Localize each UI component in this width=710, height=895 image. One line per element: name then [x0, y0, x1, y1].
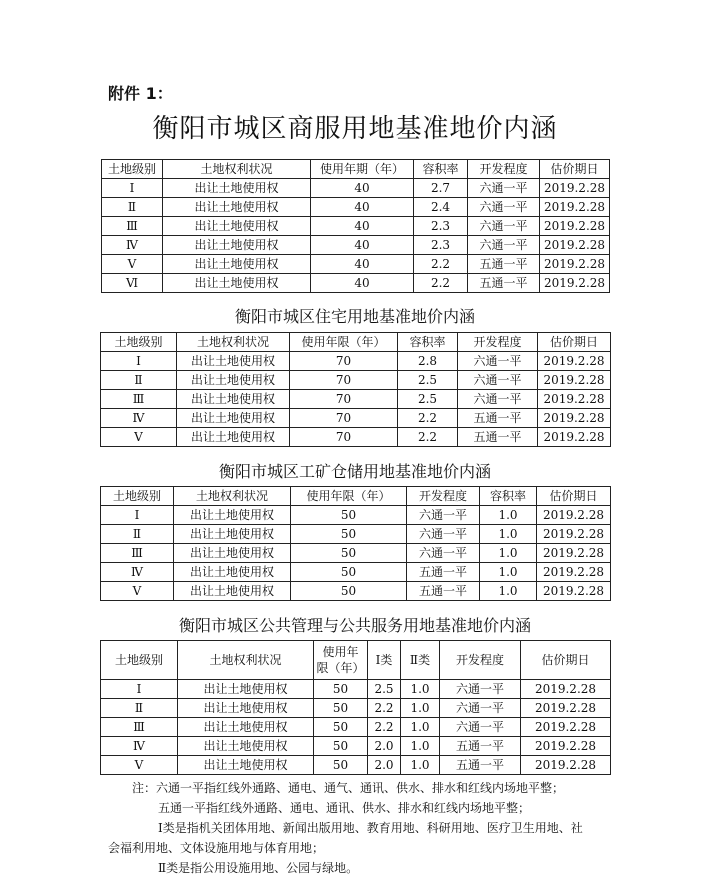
- table-cell: 2.3: [414, 217, 468, 236]
- table-cell: 2019.2.28: [537, 582, 611, 601]
- table-cell: 40: [311, 236, 414, 255]
- table-cell: 70: [290, 428, 398, 447]
- table-row: [101, 699, 611, 718]
- table-cell: 1.0: [480, 506, 537, 525]
- table-cell: 出让土地使用权: [163, 198, 311, 217]
- table-cell: Ⅲ: [101, 718, 178, 737]
- table-cell: Ⅴ: [101, 582, 174, 601]
- table-cell: 1.0: [480, 563, 537, 582]
- column-header: 土地权利状况: [178, 641, 314, 680]
- table-cell: 五通一平: [458, 409, 538, 428]
- table-cell: Ⅴ: [101, 428, 177, 447]
- table-cell: 1.0: [480, 525, 537, 544]
- table-cell: 2.4: [414, 198, 468, 217]
- table-cell: 70: [290, 352, 398, 371]
- column-header: 开发程度: [468, 160, 540, 179]
- table-cell: 五通一平: [440, 737, 521, 756]
- table-cell: 六通一平: [440, 680, 521, 699]
- column-header: 土地权利状况: [174, 487, 291, 506]
- table-cell: Ⅳ: [102, 236, 163, 255]
- table-cell: 1.0: [401, 756, 440, 775]
- table-cell: 2019.2.28: [540, 179, 610, 198]
- table-cell: 1.0: [401, 680, 440, 699]
- table-cell: Ⅳ: [101, 563, 174, 582]
- public-service-table-title: 衡阳市城区公共管理与公共服务用地基准地价内涵: [178, 616, 531, 635]
- table-cell: Ⅱ: [101, 371, 177, 390]
- table-cell: 六通一平: [468, 179, 540, 198]
- column-header: 使用年限（年）: [291, 487, 407, 506]
- table-cell: 六通一平: [468, 236, 540, 255]
- table-cell: 2019.2.28: [521, 756, 611, 775]
- table-cell: 2019.2.28: [540, 274, 610, 293]
- table-cell: 1.0: [480, 544, 537, 563]
- page-title: 衡阳市城区商服用地基准地价内涵: [152, 114, 558, 144]
- column-header: 土地权利状况: [177, 333, 290, 352]
- table-cell: 五通一平: [407, 582, 480, 601]
- column-header: 容积率: [480, 487, 537, 506]
- table-cell: 40: [311, 217, 414, 236]
- table-cell: 50: [314, 756, 368, 775]
- table-cell: 2.2: [414, 274, 468, 293]
- note-line: Ⅱ类是指公用设施用地、公园与绿地。: [158, 861, 359, 875]
- column-header: 估价期日: [521, 641, 611, 680]
- table-cell: 2019.2.28: [538, 371, 611, 390]
- table-cell: Ⅳ: [101, 409, 177, 428]
- table-cell: 2019.2.28: [521, 699, 611, 718]
- table-cell: 2.5: [368, 680, 401, 699]
- column-header: 估价期日: [537, 487, 611, 506]
- note-line: 注：六通一平指红线外通路、通电、通气、通讯、供水、排水和红线内场地平整；: [132, 781, 565, 795]
- table-cell: 2.2: [368, 718, 401, 737]
- table-cell: 50: [291, 506, 407, 525]
- table-cell: 出让土地使用权: [178, 718, 314, 737]
- column-header: 开发程度: [407, 487, 480, 506]
- table-row: [101, 409, 611, 428]
- attachment-label: 附件 1：: [108, 84, 173, 103]
- column-header: 土地级别: [101, 333, 177, 352]
- table-cell: Ⅴ: [101, 756, 178, 775]
- table-cell: 2019.2.28: [521, 737, 611, 756]
- column-header: 开发程度: [458, 333, 538, 352]
- note-line: 会福利用地、文体设施用地与体育用地；: [108, 841, 325, 855]
- table-row: [101, 390, 611, 409]
- table-cell: 1.0: [480, 582, 537, 601]
- table-cell: 40: [311, 179, 414, 198]
- column-header: Ⅱ类: [401, 641, 440, 680]
- table-cell: 出让土地使用权: [177, 352, 290, 371]
- table-cell: 出让土地使用权: [178, 699, 314, 718]
- table-row: [101, 525, 611, 544]
- table-row: [102, 198, 610, 217]
- column-header: 开发程度: [440, 641, 521, 680]
- table-cell: 70: [290, 371, 398, 390]
- industrial-storage-land-table: [100, 486, 611, 601]
- table-cell: 出让土地使用权: [163, 236, 311, 255]
- public-service-land-table: [100, 640, 611, 775]
- residential-table-title: 衡阳市城区住宅用地基准地价内涵: [234, 307, 475, 326]
- table-cell: 2019.2.28: [540, 198, 610, 217]
- table-cell: 50: [314, 680, 368, 699]
- table-cell: 2019.2.28: [538, 352, 611, 371]
- column-header: 估价期日: [540, 160, 610, 179]
- table-cell: 2019.2.28: [538, 428, 611, 447]
- table-cell: 2019.2.28: [538, 390, 611, 409]
- table-row: [102, 179, 610, 198]
- column-header: 土地级别: [101, 641, 178, 680]
- table-cell: 出让土地使用权: [174, 582, 291, 601]
- table-cell: Ⅱ: [102, 198, 163, 217]
- column-header: 容积率: [414, 160, 468, 179]
- table-cell: 六通一平: [458, 390, 538, 409]
- table-cell: 40: [311, 198, 414, 217]
- table-cell: 2019.2.28: [537, 544, 611, 563]
- table-row: [102, 274, 610, 293]
- table-cell: 2.2: [398, 428, 458, 447]
- table-row: [101, 582, 611, 601]
- table-cell: Ⅲ: [101, 390, 177, 409]
- table-header-row: [102, 160, 610, 179]
- column-header: 使用年 限（年）: [314, 641, 368, 680]
- industrial-table-title: 衡阳市城区工矿仓储用地基准地价内涵: [218, 462, 491, 481]
- table-cell: 出让土地使用权: [174, 563, 291, 582]
- table-cell: 出让土地使用权: [174, 506, 291, 525]
- table-cell: 50: [291, 544, 407, 563]
- table-row: [101, 737, 611, 756]
- table-cell: 40: [311, 255, 414, 274]
- table-cell: 2019.2.28: [540, 217, 610, 236]
- table-cell: 出让土地使用权: [174, 544, 291, 563]
- note-line: Ⅰ类是指机关团体用地、新闻出版用地、教育用地、科研用地、医疗卫生用地、社: [158, 821, 583, 835]
- table-cell: 50: [314, 737, 368, 756]
- table-cell: 六通一平: [458, 352, 538, 371]
- table-cell: 六通一平: [440, 699, 521, 718]
- table-cell: Ⅴ: [102, 255, 163, 274]
- table-row: [101, 563, 611, 582]
- table-row: [101, 371, 611, 390]
- table-row: [101, 756, 611, 775]
- table-cell: 2019.2.28: [538, 409, 611, 428]
- table-cell: Ⅰ: [102, 179, 163, 198]
- table-row: [102, 236, 610, 255]
- table-cell: Ⅰ: [101, 680, 178, 699]
- column-header: 土地级别: [101, 487, 174, 506]
- table-row: [101, 544, 611, 563]
- table-row: [102, 217, 610, 236]
- table-cell: 六通一平: [407, 525, 480, 544]
- table-cell: 五通一平: [468, 274, 540, 293]
- column-header: 使用年期（年）: [311, 160, 414, 179]
- table-cell: Ⅱ: [101, 699, 178, 718]
- table-cell: 2019.2.28: [521, 680, 611, 699]
- table-cell: 出让土地使用权: [178, 737, 314, 756]
- table-cell: 1.0: [401, 699, 440, 718]
- table-cell: 2.7: [414, 179, 468, 198]
- column-header: 土地级别: [102, 160, 163, 179]
- table-cell: 2019.2.28: [537, 563, 611, 582]
- table-cell: 40: [311, 274, 414, 293]
- table-header-row: [101, 641, 611, 680]
- table-cell: 2019.2.28: [521, 718, 611, 737]
- column-header: 使用年限（年）: [290, 333, 398, 352]
- table-cell: 五通一平: [407, 563, 480, 582]
- table-cell: 出让土地使用权: [177, 409, 290, 428]
- table-cell: 六通一平: [458, 371, 538, 390]
- table-row: [101, 352, 611, 371]
- table-cell: 六通一平: [440, 718, 521, 737]
- table-cell: 出让土地使用权: [178, 680, 314, 699]
- column-header: 土地权利状况: [163, 160, 311, 179]
- table-row: [101, 506, 611, 525]
- column-header: Ⅰ类: [368, 641, 401, 680]
- table-cell: 六通一平: [468, 217, 540, 236]
- table-cell: 六通一平: [407, 506, 480, 525]
- table-cell: 2.2: [368, 699, 401, 718]
- table-cell: 2.5: [398, 390, 458, 409]
- table-cell: 50: [314, 699, 368, 718]
- table-row: [101, 680, 611, 699]
- table-cell: Ⅰ: [101, 506, 174, 525]
- table-cell: 70: [290, 409, 398, 428]
- table-cell: 2.0: [368, 756, 401, 775]
- table-header-row: [101, 487, 611, 506]
- table-cell: 出让土地使用权: [163, 217, 311, 236]
- note-line: 五通一平指红线外通路、通电、通讯、供水、排水和红线内场地平整；: [158, 801, 531, 815]
- table-cell: 出让土地使用权: [174, 525, 291, 544]
- table-header-row: [101, 333, 611, 352]
- table-cell: 2.2: [414, 255, 468, 274]
- column-header: 容积率: [398, 333, 458, 352]
- table-cell: 出让土地使用权: [177, 390, 290, 409]
- table-cell: 2019.2.28: [537, 506, 611, 525]
- table-cell: 出让土地使用权: [163, 274, 311, 293]
- table-cell: 出让土地使用权: [163, 255, 311, 274]
- table-cell: Ⅱ: [101, 525, 174, 544]
- table-row: [101, 428, 611, 447]
- notes: [108, 778, 608, 878]
- table-row: [102, 255, 610, 274]
- table-cell: 六通一平: [468, 198, 540, 217]
- table-cell: 五通一平: [458, 428, 538, 447]
- table-cell: 2.2: [398, 409, 458, 428]
- table-cell: 1.0: [401, 737, 440, 756]
- table-cell: 1.0: [401, 718, 440, 737]
- table-cell: 出让土地使用权: [177, 428, 290, 447]
- table-cell: Ⅰ: [101, 352, 177, 371]
- table-cell: 2.3: [414, 236, 468, 255]
- table-cell: 出让土地使用权: [178, 756, 314, 775]
- table-cell: 2019.2.28: [540, 255, 610, 274]
- residential-land-table: [100, 332, 611, 447]
- table-cell: Ⅲ: [101, 544, 174, 563]
- table-cell: 五通一平: [440, 756, 521, 775]
- table-cell: 2.5: [398, 371, 458, 390]
- table-cell: 2019.2.28: [540, 236, 610, 255]
- table-cell: 2019.2.28: [537, 525, 611, 544]
- table-cell: 50: [314, 718, 368, 737]
- table-cell: 六通一平: [407, 544, 480, 563]
- table-cell: 50: [291, 563, 407, 582]
- table-cell: 70: [290, 390, 398, 409]
- table-cell: 出让土地使用权: [177, 371, 290, 390]
- table-cell: 出让土地使用权: [163, 179, 311, 198]
- table-cell: 2.0: [368, 737, 401, 756]
- table-cell: Ⅵ: [102, 274, 163, 293]
- table-cell: Ⅲ: [102, 217, 163, 236]
- table-cell: Ⅳ: [101, 737, 178, 756]
- table-row: [101, 718, 611, 737]
- table-cell: 2.8: [398, 352, 458, 371]
- table-cell: 50: [291, 525, 407, 544]
- table-cell: 50: [291, 582, 407, 601]
- column-header: 估价期日: [538, 333, 611, 352]
- commercial-land-table: [101, 159, 610, 293]
- table-cell: 五通一平: [468, 255, 540, 274]
